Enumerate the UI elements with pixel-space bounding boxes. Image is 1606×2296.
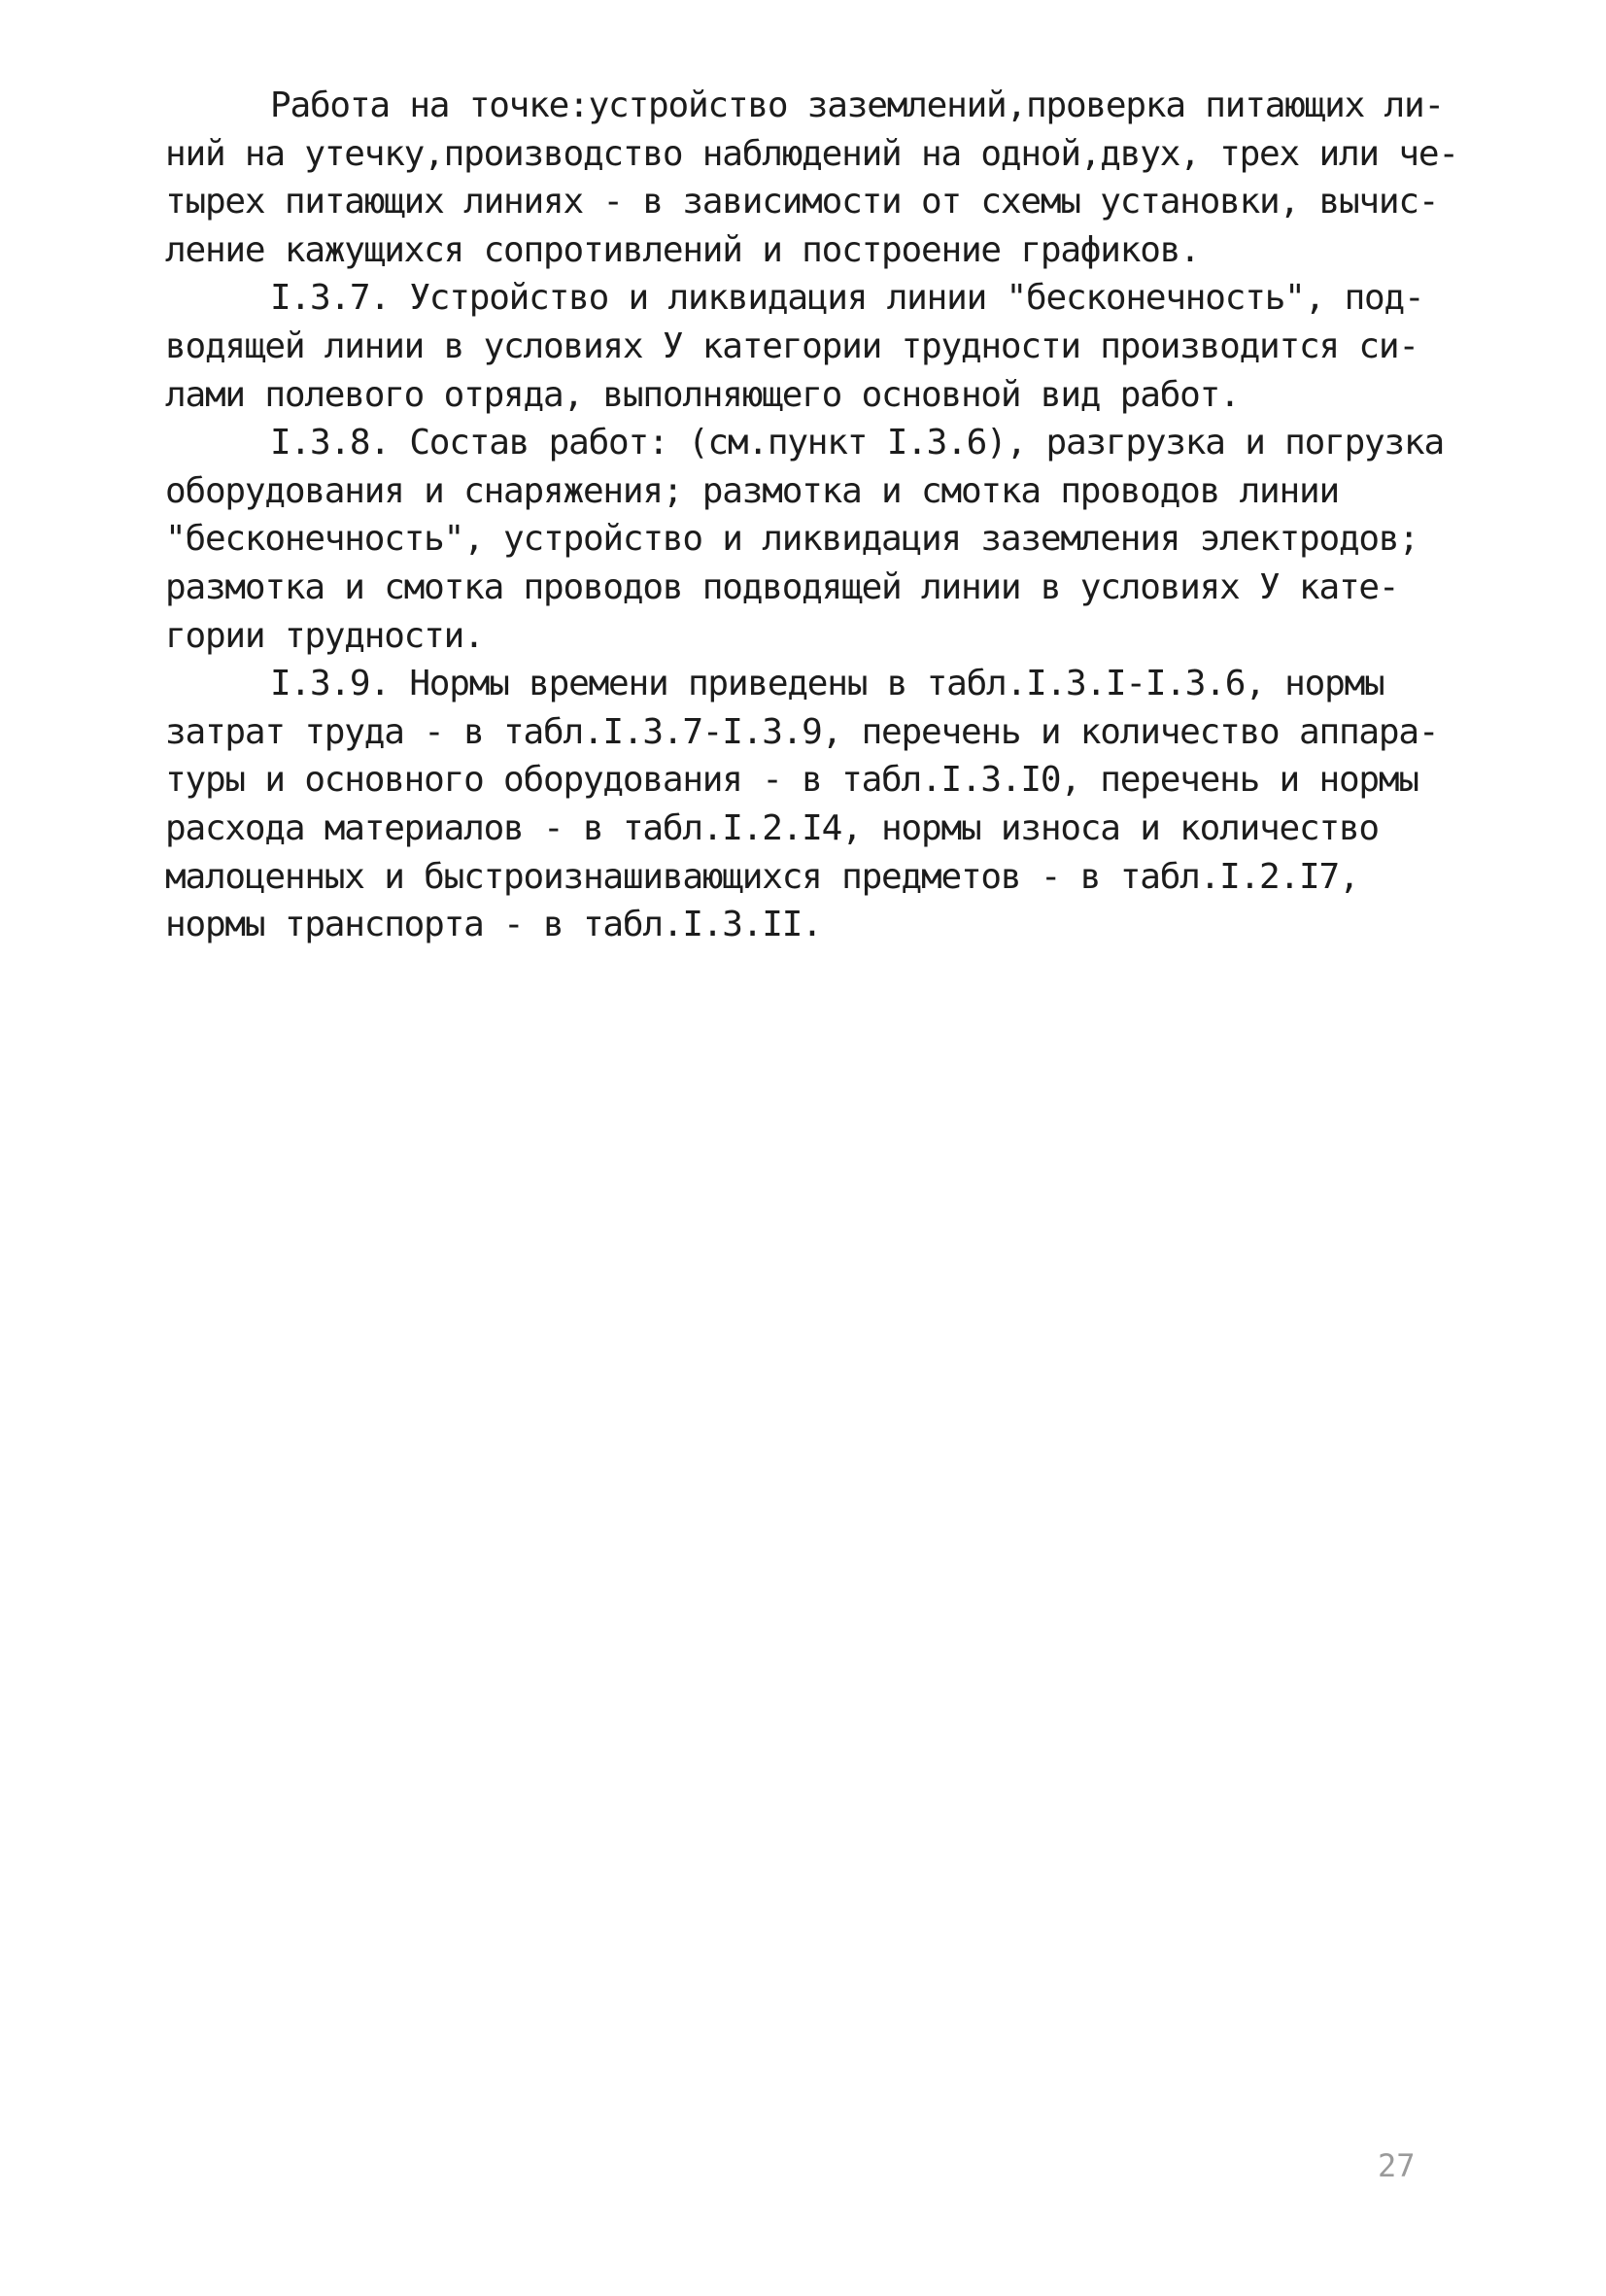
page-number: 27 bbox=[1378, 2147, 1416, 2184]
text-line: водящей линии в условиях У категории трудности производится си- bbox=[165, 326, 1418, 366]
text-line: размотка и смотка проводов подводящей линии в условиях У кате- bbox=[165, 566, 1399, 607]
text-line: нормы транспорта - в табл.I.3.II. bbox=[165, 905, 822, 945]
text-line: затрат труда - в табл.I.3.7-I.3.9, перечень и количество аппара- bbox=[165, 711, 1439, 752]
text-line: "бесконечность", устройство и ликвидация заземления электродов; bbox=[165, 519, 1418, 560]
body-text bbox=[165, 82, 1467, 949]
text-line: ний на утечку,производство наблюдений на одной,двух, трех или че- bbox=[165, 133, 1458, 174]
text-line: I.3.7. Устройство и ликвидация линии "бесконечность", под- bbox=[270, 278, 1424, 319]
text-line: ление кажущихся сопротивлений и построение графиков. bbox=[165, 229, 1200, 270]
text-line: Работа на точке:устройство заземлений,проверка питающих ли- bbox=[270, 86, 1444, 125]
text-line: малоценных и быстроизнашивающихся предметов - в табл.I.2.I7, bbox=[165, 856, 1359, 897]
text-line: туры и основного оборудования - в табл.I.3.I0, перечень и нормы bbox=[165, 760, 1418, 801]
text-line: оборудования и снаряжения; размотка и смотка проводов линии bbox=[165, 470, 1339, 511]
text-line: расхода материалов - в табл.I.2.I4, нормы износа и количество bbox=[165, 807, 1379, 848]
text-line: тырех питающих линиях - в зависимости от схемы установки, вычис- bbox=[165, 182, 1439, 223]
text-line: I.3.8. Состав работ: (см.пункт I.3.6), разгрузка и погрузка bbox=[270, 423, 1444, 463]
text-line: I.3.9. Нормы времени приведены в табл.I.3.I-I.3.6, нормы bbox=[270, 664, 1384, 704]
text-line: лами полевого отряда, выполняющего основной вид работ. bbox=[165, 374, 1240, 415]
text-line: гории трудности. bbox=[165, 615, 484, 656]
